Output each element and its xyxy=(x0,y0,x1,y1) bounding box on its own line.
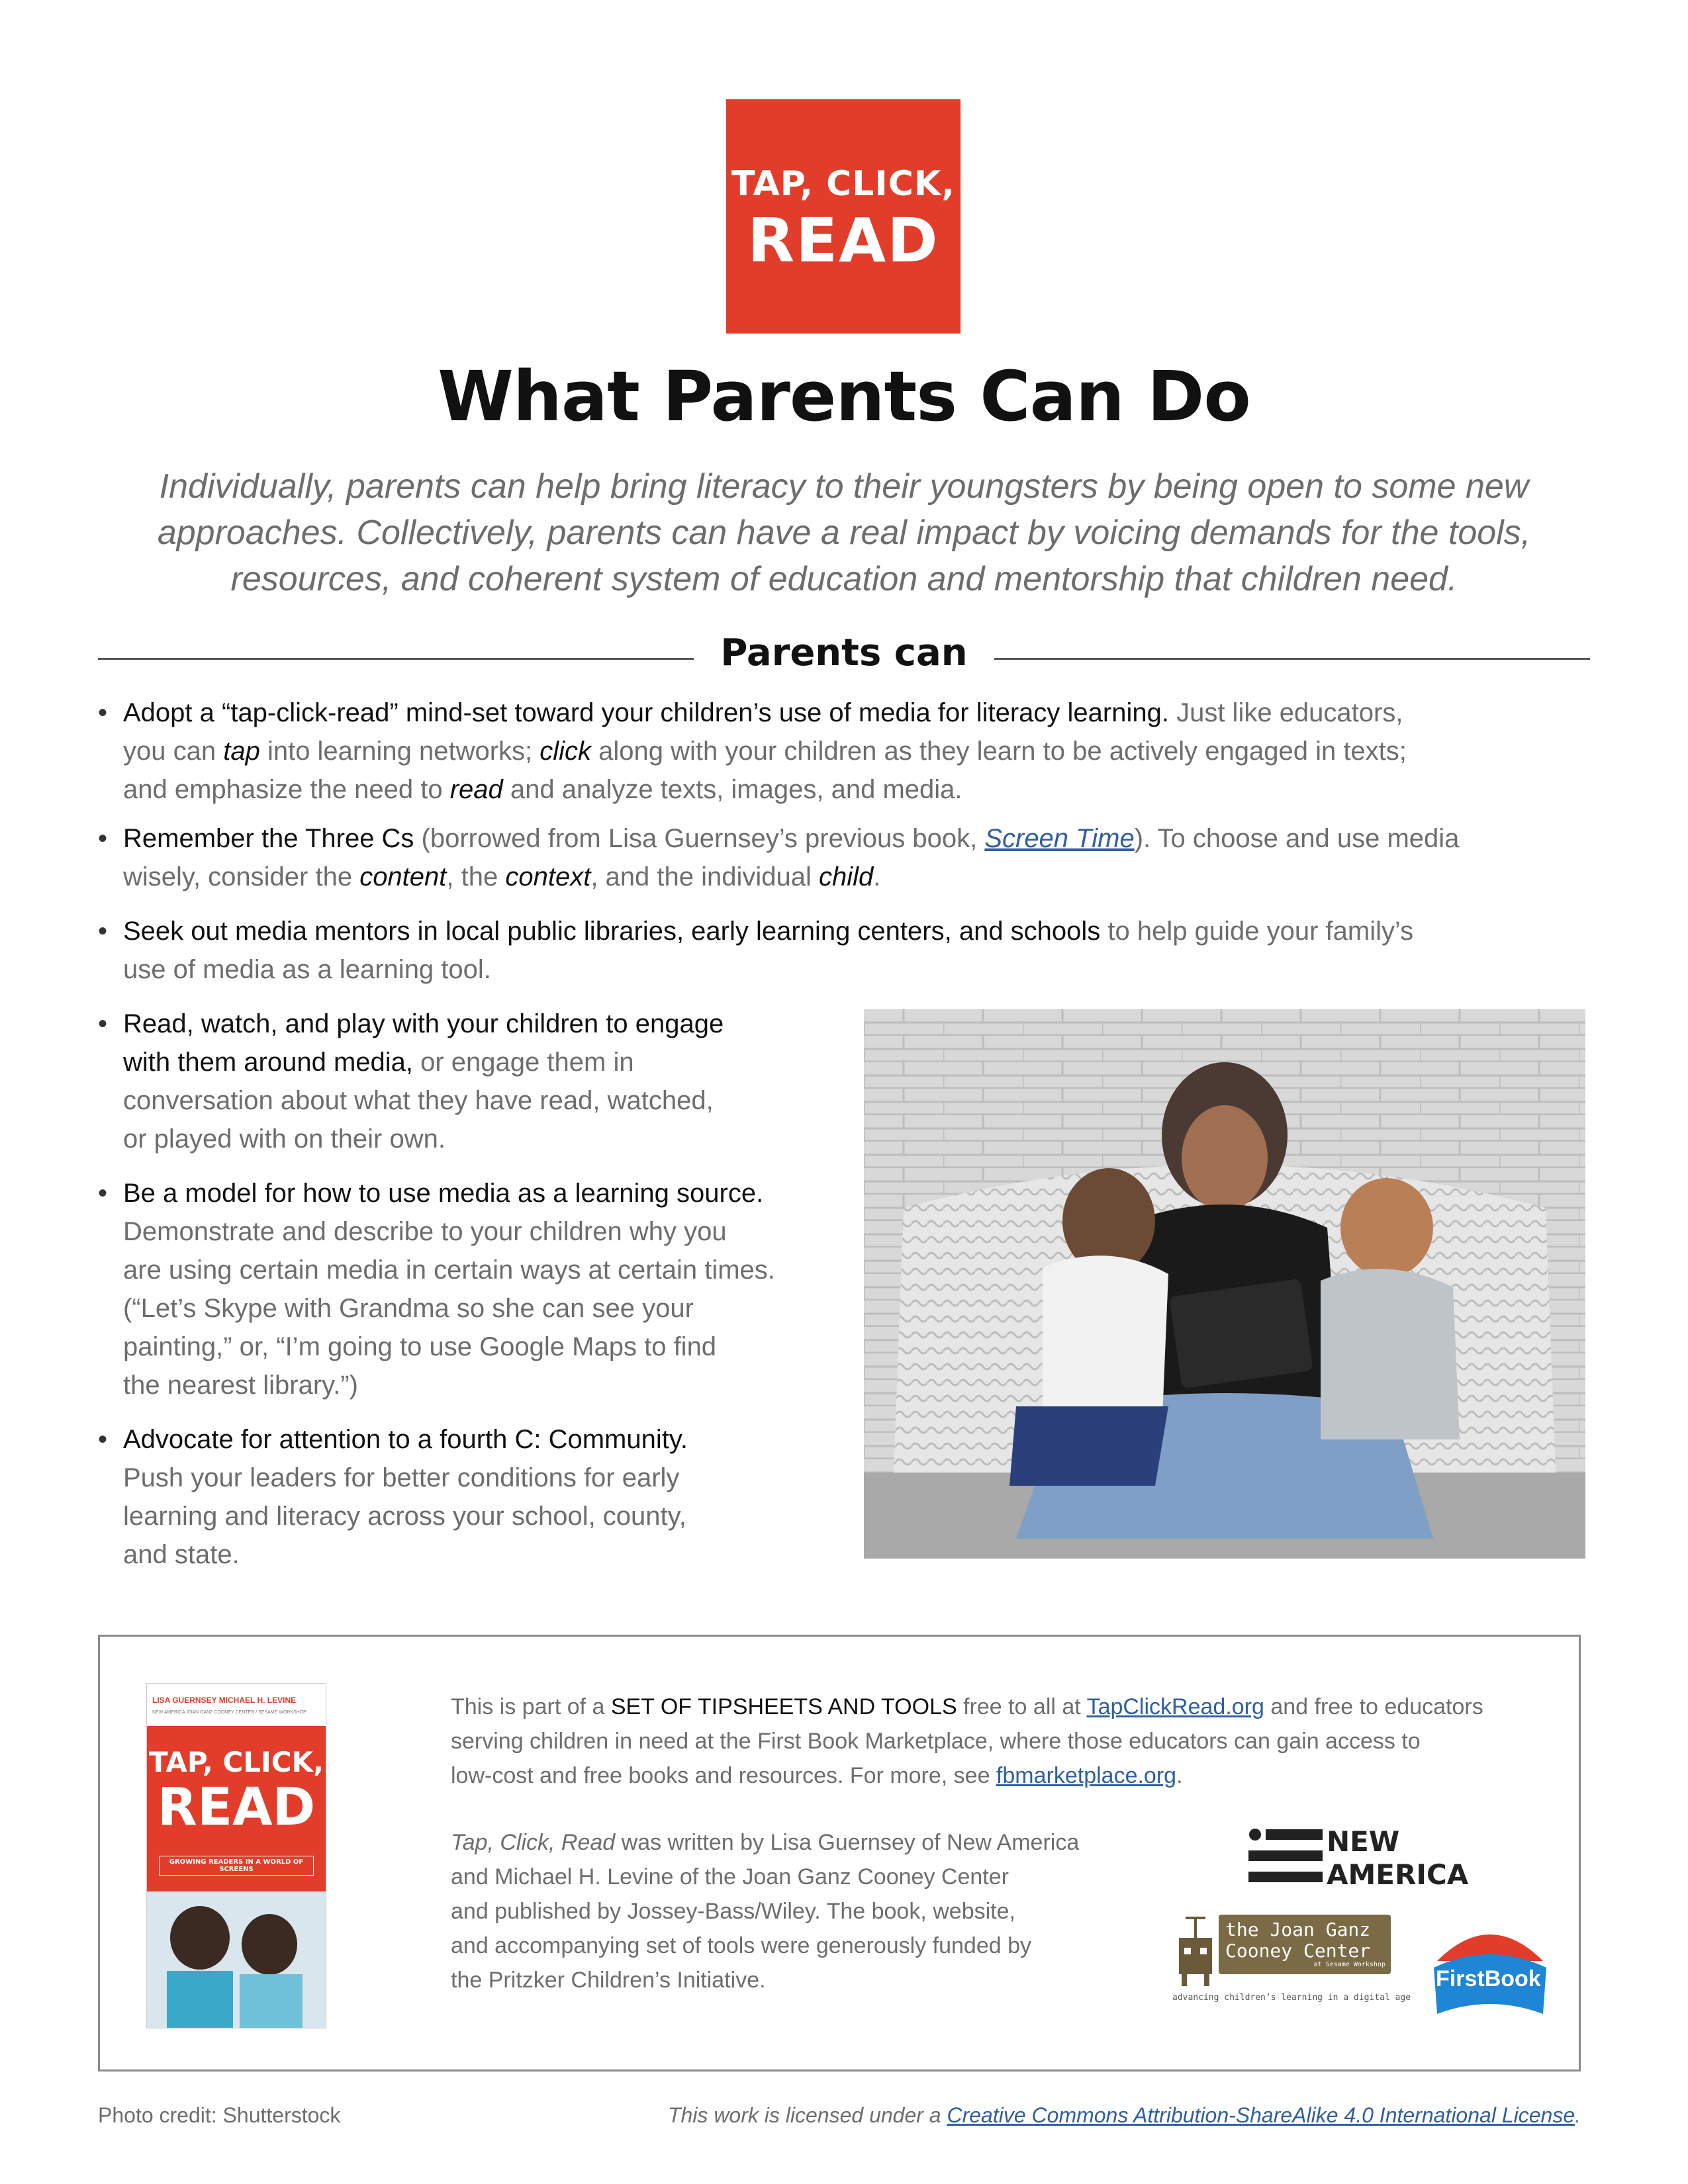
jgcc-line-1: the Joan Ganz xyxy=(1225,1919,1371,1940)
bullet-icon: • xyxy=(98,698,108,727)
new-america-logo xyxy=(1248,1825,1487,1891)
joan-ganz-cooney-center-logo xyxy=(1172,1908,1411,2027)
new-america-bars-icon xyxy=(1248,1825,1323,1889)
fbmarketplace-link[interactable]: fbmarketplace.org xyxy=(996,1763,1177,1788)
logo-line-1: TAP, CLICK, xyxy=(731,164,955,204)
section-label: Parents can xyxy=(720,631,968,674)
book-affiliations: NEW AMERICA JOAN GANZ COONEY CENTER / SESAME WORKSHOP xyxy=(152,1710,306,1715)
book-subtitle: GROWING READERS IN A WORLD OF SCREENS xyxy=(159,1856,314,1876)
tipsheet-description: This is part of a SET OF TIPSHEETS AND TOOLS free to all at TapClickRead.org and free to educators serving children in need at the First Book Marketplace, where those educators can gain access to low-cost and free books and resources. For more, see fbmarketplace.org. xyxy=(451,1694,1483,1788)
jgcc-tagline: advancing children’s learning in a digital age xyxy=(1172,1993,1411,2003)
new-america-line-2: AMERICA xyxy=(1327,1858,1469,1891)
book-cover xyxy=(146,1683,326,2028)
jgcc-line-2: Cooney Center xyxy=(1225,1940,1371,1962)
book-cover-photo xyxy=(147,1891,326,2028)
book-credits: Tap, Click, Read was written by Lisa Guernsey of New America and Michael H. Levine of the Joan Ganz Cooney Center and published by Jossey-Bass/Wiley. The book, website, and accompanying set of tools were generously funded by the Pritzker Children’s Initiative. xyxy=(451,1830,1080,1993)
info-box xyxy=(98,1635,1581,2071)
section-header xyxy=(98,629,1590,682)
bullet-icon: • xyxy=(98,917,108,946)
robot-icon xyxy=(1172,1908,1219,1987)
jgcc-line-3: at Sesame Workshop xyxy=(1313,1961,1385,1968)
divider-right xyxy=(994,658,1590,660)
photo-credit: Photo credit: Shutterstock xyxy=(98,2103,341,2127)
intro-paragraph: Individually, parents can help bring literacy to their youngsters by being open to some new approaches. Collectively, parents can have a real impact by voicing demands for the tools, resources, and coherent system of education and mentorship that children need. xyxy=(157,467,1531,598)
logo-line-2: READ xyxy=(747,205,939,276)
tap-click-read-logo xyxy=(726,99,961,334)
screen-time-link[interactable]: Screen Time xyxy=(984,824,1135,853)
bullet-icon: • xyxy=(98,1425,108,1454)
book-authors: LISA GUERNSEY MICHAEL H. LEVINE xyxy=(152,1696,297,1705)
first-book-word-2: Book xyxy=(1484,1966,1541,1991)
page-title: What Parents Can Do xyxy=(438,356,1250,437)
license-note: This work is licensed under a Creative Commons Attribution-ShareAlike 4.0 International License. xyxy=(667,2103,1581,2127)
book-title-panel xyxy=(147,1726,326,1891)
new-america-line-1: NEW xyxy=(1327,1825,1400,1858)
bullet-icon: • xyxy=(98,824,108,853)
license-link[interactable]: Creative Commons Attribution-ShareAlike 4.0 International License xyxy=(947,2103,1575,2127)
bullet-icon: • xyxy=(98,1009,108,1038)
book-title-2: READ xyxy=(157,1778,316,1837)
first-book-word-1: First xyxy=(1436,1966,1485,1991)
bullet-icon: • xyxy=(98,1179,108,1208)
book-title-1: TAP, CLICK, xyxy=(148,1746,324,1778)
family-reading-photo xyxy=(864,1009,1585,1559)
tapclickread-link[interactable]: TapClickRead.org xyxy=(1086,1694,1264,1719)
first-book-logo xyxy=(1424,1915,1556,2027)
